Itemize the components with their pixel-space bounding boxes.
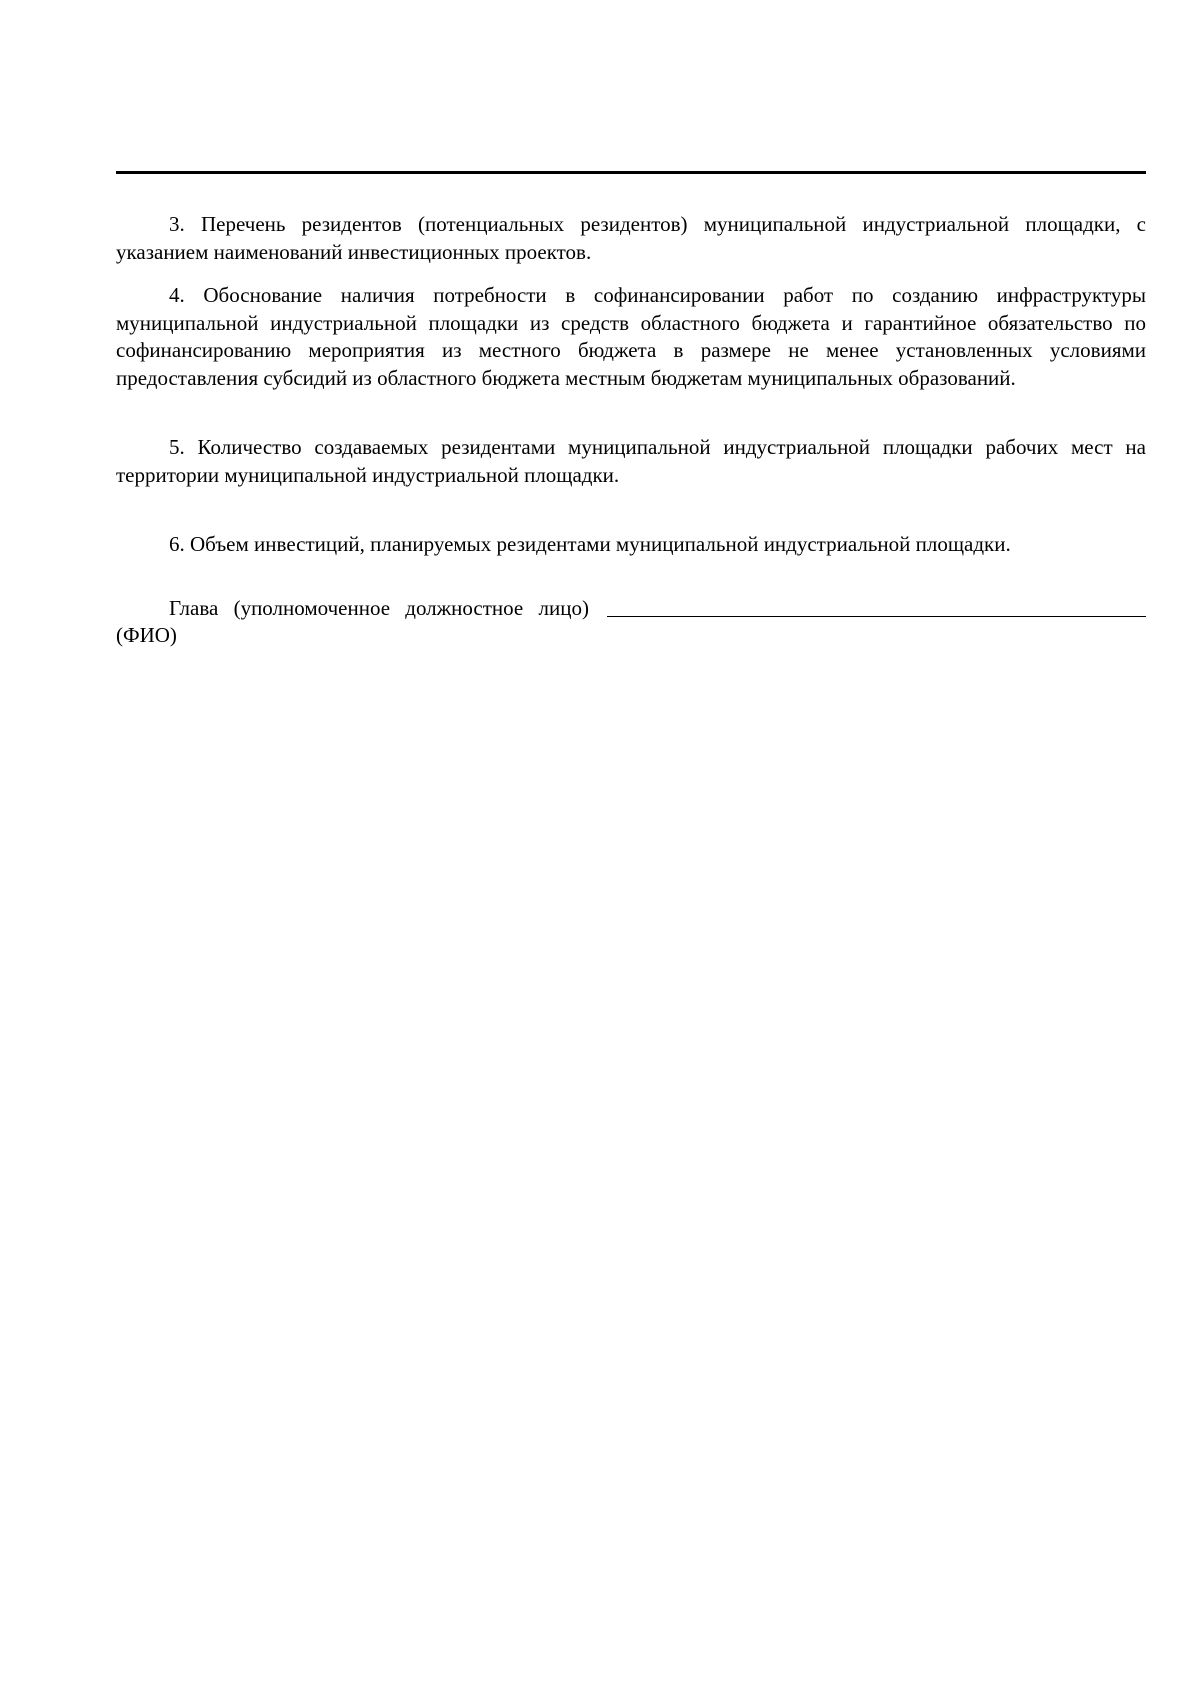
item-3-text: 3. Перечень резидентов (потенциальных резидентов) муниципальной индустриальной площадки, с указанием наименований инвестиционных проектов.	[116, 212, 1146, 264]
signature-fio: (ФИО)	[116, 623, 177, 647]
document-body	[116, 211, 1146, 650]
item-5-text: 5. Количество создаваемых резидентами муниципальной индустриальной площадки рабочих мест на территории муниципальной индустриальной площадки.	[116, 435, 1146, 487]
header-rule	[116, 171, 1146, 174]
signature-line	[116, 595, 1146, 623]
signature-label: Глава (уполномоченное должностное лицо)	[169, 595, 589, 620]
signature-blank	[607, 616, 1146, 617]
item-6-text: 6. Объем инвестиций, планируемых резидентами муниципальной индустриальной площадки.	[169, 532, 1011, 556]
item-4-text: 4. Обоснование наличия потребности в софинансировании работ по созданию инфраструктуры муниципальной индустриальной площадки из средств областного бюджета и гарантийное обязательство по софинансированию мероприятия из местного бюджета в размере не менее установленных условиями предоставления субсидий из областного бюджета местным бюджетам муниципальных образований.	[116, 283, 1146, 390]
